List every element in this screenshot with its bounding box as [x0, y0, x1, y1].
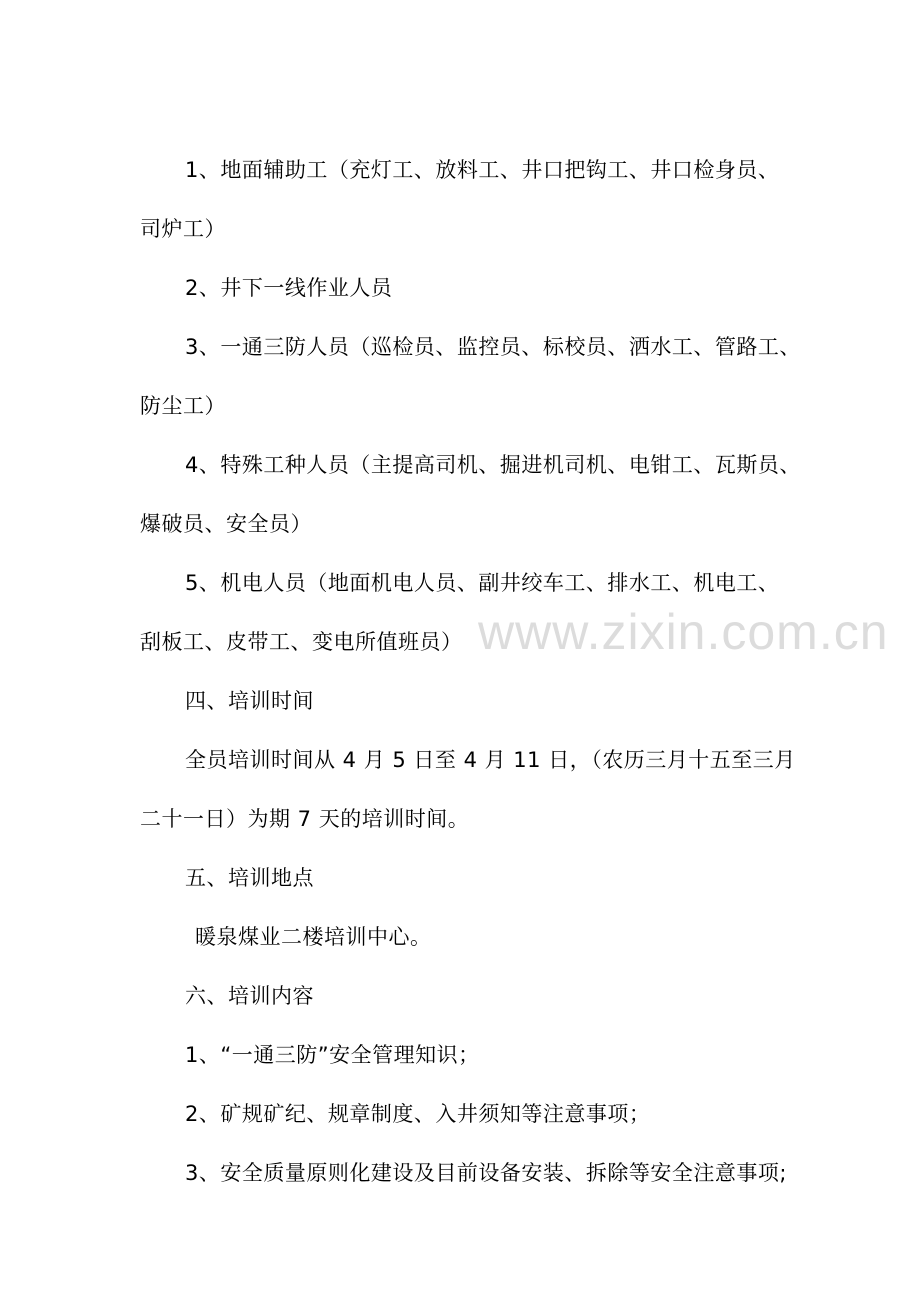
- list-item-ventilation-staff: 3、一通三防人员（巡检员、监控员、标校员、洒水工、管路工、: [185, 335, 801, 359]
- list-item-electromechanical-staff: 5、机电人员（地面机电人员、副井绞车工、排水工、机电工、: [185, 571, 780, 595]
- list-item-content-2: 2、矿规矿纪、规章制度、入井须知等注意事项；: [185, 1102, 651, 1126]
- list-item-content-3: 3、安全质量原则化建设及目前设备安装、拆除等安全注意事项;: [185, 1161, 787, 1185]
- list-item-content-1: 1、“一通三防”安全管理知识；: [185, 1043, 480, 1067]
- list-item-continuation: 司炉工）: [140, 217, 226, 241]
- section-heading-training-location: 五、培训地点: [185, 866, 314, 890]
- paragraph-training-time: 全员培训时间从 4 月 5 日至 4 月 11 日，（农历三月十五至三月: [185, 748, 796, 772]
- watermark: www.zixin.com.cn: [478, 604, 889, 660]
- paragraph-continuation: 二十一日）为期 7 天的培训时间。: [140, 807, 470, 831]
- section-heading-training-content: 六、培训内容: [185, 984, 314, 1008]
- list-item-special-workers: 4、特殊工种人员（主提高司机、掘进机司机、电钳工、瓦斯员、: [185, 453, 801, 477]
- list-item-underground-workers: 2、井下一线作业人员: [185, 276, 393, 300]
- section-heading-training-time: 四、培训时间: [185, 689, 314, 713]
- list-item-continuation: 防尘工）: [140, 394, 226, 418]
- paragraph-training-location: 暖泉煤业二楼培训中心。: [195, 925, 432, 949]
- list-item-continuation: 刮板工、皮带工、变电所值班员）: [140, 630, 463, 654]
- list-item-ground-auxiliary-workers: 1、地面辅助工（充灯工、放料工、井口把钩工、井口检身员、: [185, 158, 780, 182]
- list-item-continuation: 爆破员、安全员）: [140, 512, 312, 536]
